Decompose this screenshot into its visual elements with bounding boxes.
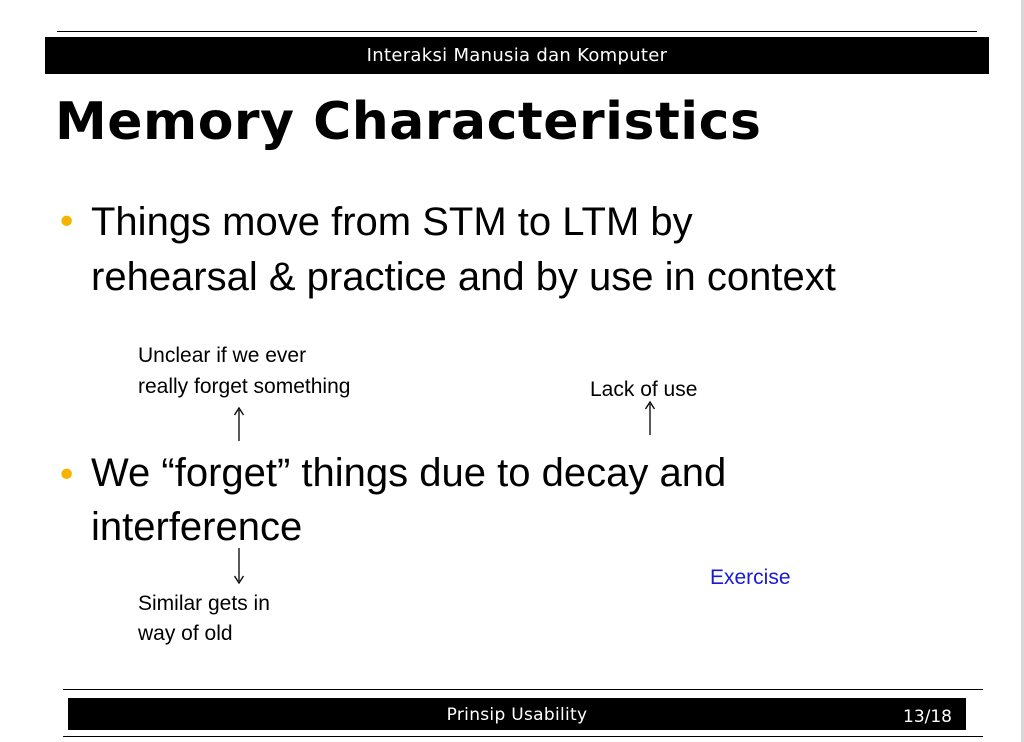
note-exercise: Exercise bbox=[710, 566, 791, 589]
bullet-marker-2: • bbox=[56, 455, 78, 496]
note-similar-line-2: way of old bbox=[138, 622, 233, 645]
bullet-1-line-1: Things move from STM to LTM by bbox=[91, 200, 693, 244]
header-top-rule bbox=[57, 31, 977, 32]
footer-bar bbox=[68, 698, 966, 730]
note-unclear-line-1: Unclear if we ever bbox=[138, 344, 307, 367]
arrow-down-icon bbox=[233, 547, 245, 587]
header-bar bbox=[45, 37, 989, 74]
note-similar-line-1: Similar gets in bbox=[138, 592, 270, 615]
footer-bottom-rule bbox=[63, 736, 983, 737]
bullet-1-line-2: rehearsal & practice and by use in context bbox=[91, 255, 836, 299]
footer-top-rule bbox=[63, 689, 983, 690]
bullet-2-line-2: interference bbox=[91, 505, 303, 549]
note-unclear-line-2: really forget something bbox=[138, 375, 351, 398]
bullet-marker-1: • bbox=[56, 202, 78, 243]
page-number: 13/18 bbox=[903, 707, 952, 727]
slide-title: Memory Characteristics bbox=[55, 92, 762, 152]
bullet-2-line-1: We “forget” things due to decay and bbox=[91, 451, 727, 495]
course-title: Interaksi Manusia dan Komputer bbox=[366, 45, 668, 66]
footer-topic: Prinsip Usability bbox=[446, 705, 588, 725]
arrow-up-icon bbox=[233, 406, 245, 442]
arrow-up-icon bbox=[644, 400, 656, 436]
note-lack-of-use: Lack of use bbox=[590, 378, 698, 401]
